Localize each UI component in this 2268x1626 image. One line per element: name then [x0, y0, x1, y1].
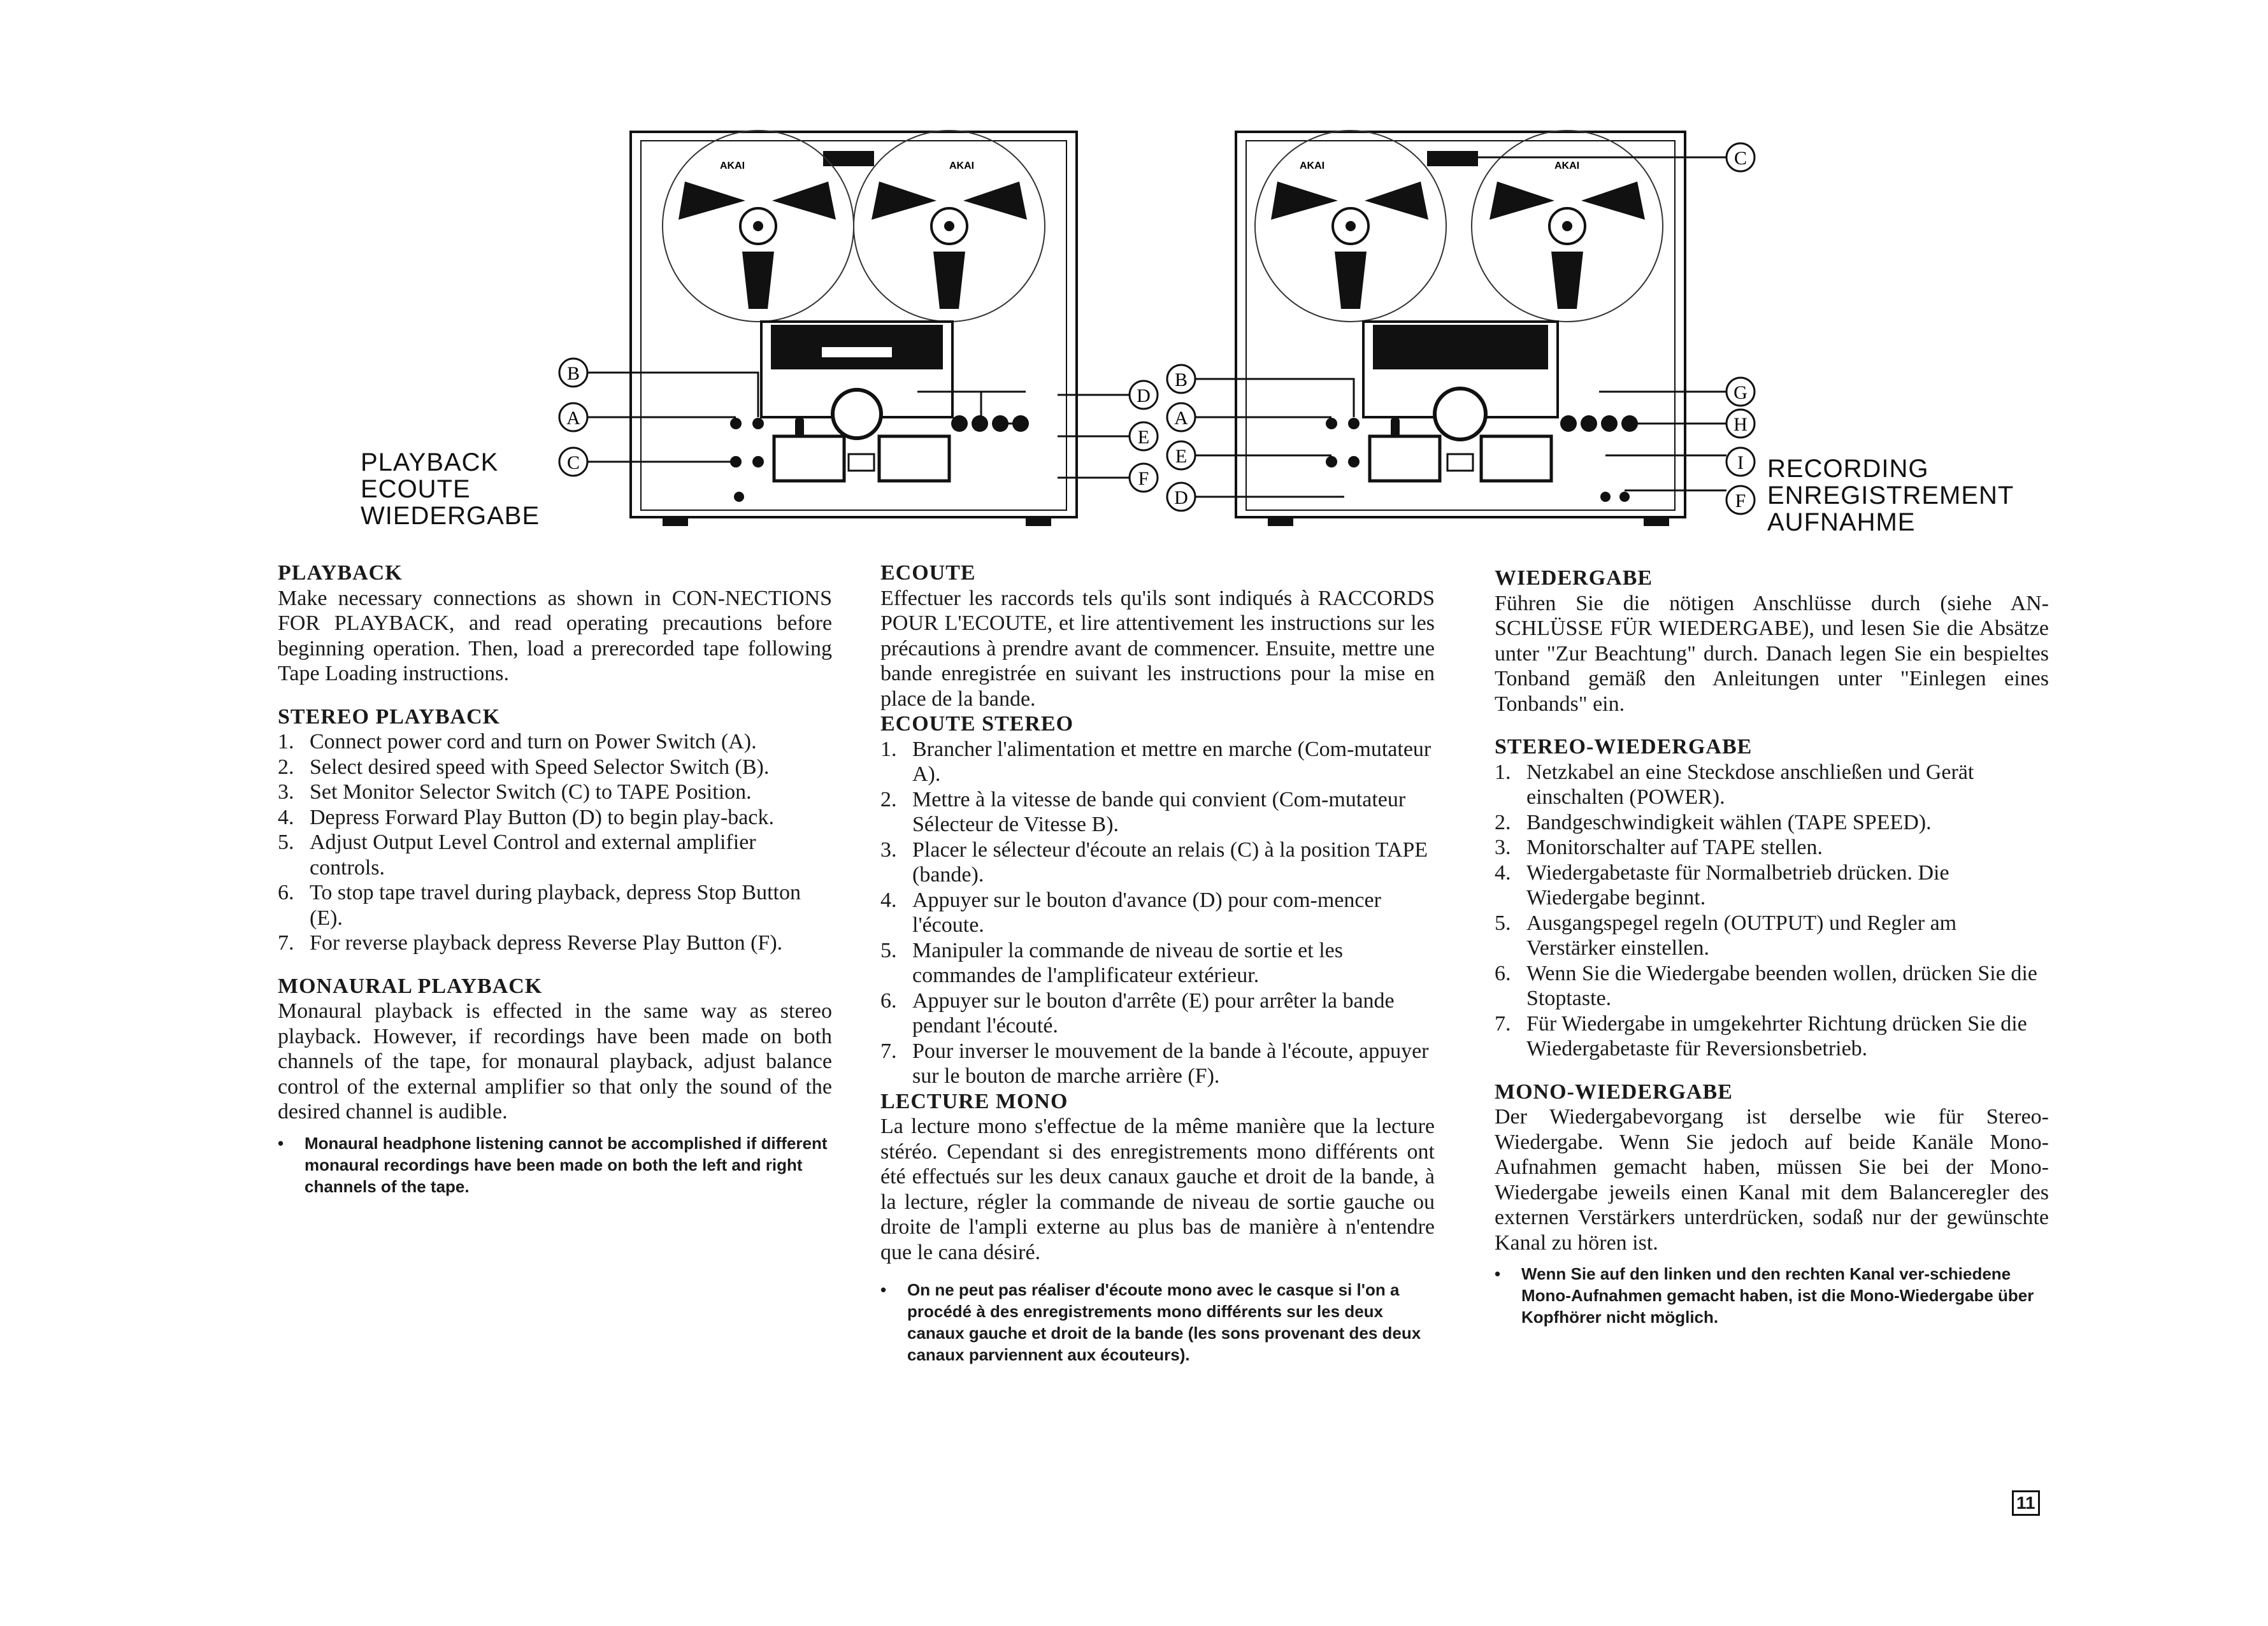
label-french: ECOUTE [361, 475, 471, 503]
section-heading: PLAYBACK [278, 561, 403, 585]
label-german: AUFNAHME [1767, 508, 1916, 536]
list-item [278, 780, 832, 805]
step-number: 2. [1495, 810, 1511, 834]
callout-d: D [1137, 385, 1151, 406]
intro-paragraph: Effectuer les raccords tels qu'ils sont indiqués à RACCORDS POUR L'ECOUTE, et lire attentivement les instructions sur les précautions à prendre avant de commencer. Ensuite, mettre une bande enregistrée en suivant les instructions pour la mise en place de la bande. [880, 586, 1435, 711]
list-item [880, 787, 1435, 838]
step-list [278, 729, 832, 956]
step-text: Für Wiedergabe in umgekehrter Richtung drücken Sie die Wiedergabetaste für Reversionsbetrieb. [1526, 1011, 2027, 1060]
intro-paragraph: Make necessary connections as shown in CON-NECTIONS FOR PLAYBACK, and read operating precautions before beginning operation. Then, load a prerecorded tape following Tape Loading instructions. [278, 586, 832, 685]
list-item [880, 888, 1435, 938]
callout-f: F [1735, 490, 1746, 511]
step-text: For reverse playback depress Reverse Play Button (F). [310, 931, 783, 955]
vu-meter-left [774, 436, 844, 481]
step-list [880, 737, 1435, 1089]
recording-label [1767, 455, 2014, 536]
list-item [1495, 835, 2049, 860]
step-text: Wiedergabetaste für Normalbetrieb drücken. Die Wiedergabe beginnt. [1526, 860, 1949, 909]
callout-e: E [1137, 427, 1150, 448]
brand-text: AKAI [949, 160, 975, 171]
section-heading: STEREO-WIEDERGABE [1495, 735, 1753, 759]
mono-paragraph: Der Wiedergabevorgang ist derselbe wie für Stereo-Wiedergabe. Wenn Sie jedoch auf beide Kanäle Mono-Aufnahmen gemacht haben, müssen Sie bei der Mono-Wiedergabe jeweils einen Kanal mit dem Balanceregler des externen Verstärkers unterdrücken, sodaß nur der gewünschte Kanal zu hören ist. [1495, 1105, 2049, 1255]
callout-c: C [566, 452, 580, 473]
list-item [278, 830, 832, 880]
section-heading: MONO-WIEDERGABE [1495, 1080, 1733, 1104]
step-text: Pour inverser le mouvement de la bande à l'écoute, appuyer sur le bouton de marche arrière (F). [912, 1039, 1429, 1088]
step-number: 6. [1495, 961, 1511, 985]
label-german: WIEDERGABE [361, 502, 540, 530]
supply-reel-icon [1255, 131, 1446, 322]
recording-deck-diagram [1159, 124, 1765, 538]
step-text: Placer le sélecteur d'écoute an relais (C) à la position TAPE (bande). [912, 838, 1428, 887]
step-text: Mettre à la vitesse de bande qui convient (Com-mutateur Sélecteur de Vitesse B). [912, 787, 1406, 836]
bullet-icon: • [278, 1133, 284, 1153]
list-item [1495, 961, 2049, 1011]
vu-meter-left [1370, 436, 1440, 481]
step-number: 3. [278, 780, 294, 804]
step-number: 7. [278, 931, 294, 955]
step-text: Netzkabel an eine Steckdose anschließen und Gerät einschalten (POWER). [1526, 760, 1974, 809]
callout-d: D [1174, 487, 1188, 508]
step-number: 3. [880, 838, 897, 862]
step-number: 1. [880, 737, 897, 761]
brand-text: AKAI [1554, 160, 1580, 171]
playback-label [361, 449, 540, 529]
vu-meter-right [879, 436, 949, 481]
step-text: Connect power cord and turn on Power Switch (A). [310, 730, 757, 753]
capstan-icon [833, 390, 881, 438]
list-item [880, 838, 1435, 888]
list-item [1495, 760, 2049, 810]
list-item [1495, 1011, 2049, 1062]
brand-text: AKAI [1300, 160, 1325, 171]
brand-text: AKAI [720, 160, 745, 171]
callout-b: B [566, 363, 580, 384]
footnote: • On ne peut pas réaliser d'écoute mono avec le casque si l'on a procédé à des enregistrements mono différents sur les deux canaux gauche et droit de la bande (les sons provenant des deux canaux parviennent aux écouteurs). [880, 1280, 1421, 1364]
step-number: 1. [278, 730, 294, 753]
step-number: 4. [278, 805, 294, 829]
list-item [1495, 810, 2049, 836]
step-number: 2. [880, 787, 897, 811]
callout-a: A [566, 408, 580, 429]
step-text: Select desired speed with Speed Selector Switch (B). [310, 755, 770, 779]
callout-b: B [1174, 369, 1188, 390]
capstan-icon [1435, 389, 1486, 439]
step-text: Bandgeschwindigkeit wählen (TAPE SPEED). [1526, 810, 1932, 834]
list-item [880, 737, 1435, 787]
list-item [278, 729, 832, 755]
step-text: Adjust Output Level Control and external amplifier controls. [310, 831, 756, 880]
list-item [880, 938, 1435, 988]
step-text: Wenn Sie die Wiedergabe beenden wollen, drücken Sie die Stoptaste. [1526, 961, 2037, 1010]
page-number: 11 [2012, 1490, 2040, 1516]
list-item [1495, 911, 2049, 961]
list-item [1495, 860, 2049, 911]
callout-f: F [1138, 468, 1149, 489]
step-text: Appuyer sur le bouton d'arrête (E) pour arrêter la bande pendant l'écouté. [912, 988, 1395, 1038]
section-heading: ECOUTE [880, 561, 976, 585]
vu-meter-right [1481, 436, 1551, 481]
takeup-reel-icon [854, 131, 1045, 322]
step-text: To stop tape travel during playback, depress Stop Button (E). [310, 881, 801, 930]
step-number: 5. [278, 831, 294, 854]
step-text: Monitorschalter auf TAPE stellen. [1526, 836, 1823, 859]
step-number: 7. [1495, 1011, 1511, 1036]
mono-paragraph: Monaural playback is effected in the same way as stereo playback. However, if recordings have been made on both channels of the tape, for monaural playback, adjust balance control of the external amplifier so that only the sound of the desired channel is audible. [278, 999, 832, 1123]
takeup-reel-icon [1472, 131, 1663, 322]
bullet-icon: • [1495, 1264, 1501, 1283]
step-number: 4. [1495, 860, 1511, 885]
label-french: ENREGISTREMENT [1767, 481, 2014, 510]
section-heading: WIEDERGABE [1495, 566, 1653, 590]
bullet-icon: • [880, 1280, 887, 1299]
playback-deck-diagram [548, 124, 1089, 538]
playback-deck-callouts [1058, 357, 1159, 497]
footnote: • Monaural headphone listening cannot be accomplished if different monaural recordings have been made on both the left and right channels of the tape. [278, 1133, 828, 1196]
step-text: Ausgangspegel regeln (OUTPUT) und Regler am Verstärker einstellen. [1526, 911, 1957, 960]
step-number: 6. [880, 988, 897, 1013]
step-number: 1. [1495, 760, 1511, 784]
step-number: 5. [880, 938, 897, 962]
section-heading: STEREO PLAYBACK [278, 704, 501, 729]
label-english: RECORDING [1767, 455, 1929, 483]
step-text: Manipuler la commande de niveau de sortie et les commandes de l'amplificateur extérieur. [912, 938, 1343, 987]
section-heading: LECTURE MONO [880, 1089, 1068, 1113]
step-text: Depress Forward Play Button (D) to begin play-back. [310, 805, 774, 829]
step-text: Set Monitor Selector Switch (C) to TAPE Position. [310, 780, 752, 804]
list-item [278, 805, 832, 831]
counter-display [1427, 151, 1478, 166]
footnote: • Wenn Sie auf den linken und den rechten Kanal ver-schiedene Mono-Aufnahmen gemacht haben, ist die Mono-Wiedergabe über Kopfhörer nicht möglich. [1495, 1264, 2034, 1327]
list-item [880, 1039, 1435, 1089]
section-heading: MONAURAL PLAYBACK [278, 974, 543, 998]
step-number: 5. [1495, 911, 1511, 935]
callout-c: C [1733, 148, 1748, 169]
french-column [880, 560, 1435, 1366]
step-number: 7. [880, 1039, 897, 1063]
step-number: 6. [278, 881, 294, 904]
callout-e: E [1175, 446, 1188, 467]
list-item [278, 880, 832, 931]
english-column [278, 560, 832, 1197]
section-heading: ECOUTE STEREO [880, 712, 1074, 736]
step-number: 3. [1495, 836, 1511, 859]
callout-i: I [1737, 452, 1744, 473]
step-text: Brancher l'alimentation et mettre en marche (Com-mutateur A). [912, 737, 1432, 786]
list-item [278, 931, 832, 956]
callout-a: A [1174, 408, 1188, 429]
step-text: Appuyer sur le bouton d'avance (D) pour com-mencer l'écoute. [912, 888, 1381, 937]
german-column [1495, 566, 2049, 1328]
mono-paragraph: La lecture mono s'effectue de la même manière que la lecture stéréo. Cependant si des enregistrements mono différents ont été effectués sur les deux canaux gauche et droit de la bande, à la lecture, régler la commande de niveau de sortie gauche ou droite de l'ampli externe au plus bas de manière à n'entendre que le cana désiré. [880, 1115, 1435, 1264]
label-english: PLAYBACK [361, 448, 499, 476]
list-item [278, 755, 832, 780]
callout-g: G [1733, 382, 1748, 403]
step-list [1495, 760, 2049, 1062]
step-number: 2. [278, 755, 294, 779]
list-item [880, 988, 1435, 1039]
intro-paragraph: Führen Sie die nötigen Anschlüsse durch (siehe AN-SCHLÜSSE FÜR WIEDERGABE), und lesen Sie die Absätze unter "Zur Beachtung" durch. Danach legen Sie ein bespieltes Tonband gemäß den Anleitungen unter "Einlegen eines Tonbands" ein. [1495, 591, 2049, 716]
callout-h: H [1733, 414, 1748, 435]
step-number: 4. [880, 888, 897, 912]
